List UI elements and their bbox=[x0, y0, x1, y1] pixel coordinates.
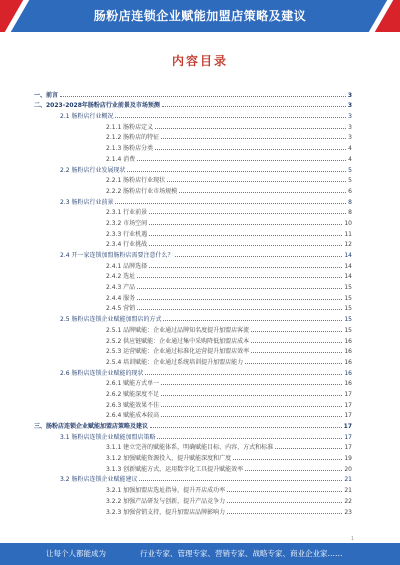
toc-entry-page: 16 bbox=[344, 337, 352, 345]
toc-entry[interactable] bbox=[34, 398, 352, 409]
toc-entry-page: 14 bbox=[344, 273, 352, 281]
toc-entry-text: 2.6.1 赋能方式单一 bbox=[106, 380, 160, 388]
toc-leader-dots bbox=[175, 256, 342, 257]
toc-entry-text: 2.1.3 肠粉店分类 bbox=[106, 145, 154, 153]
toc-entry[interactable] bbox=[34, 409, 352, 420]
toc-entry-page: 11 bbox=[344, 230, 352, 238]
toc-leader-dots bbox=[251, 352, 342, 353]
toc-entry-text: 2.5.4 培训赋能：企业通过系统培训提升加盟店能力 bbox=[106, 358, 244, 366]
toc-entry-page: 22 bbox=[344, 497, 352, 505]
toc-leader-dots bbox=[161, 395, 342, 396]
header-title: 肠粉店连锁企业赋能加盟店策略及建议 bbox=[93, 9, 307, 23]
toc-entry-text: 2.2.1 肠粉店行业现状 bbox=[106, 177, 166, 185]
toc-entry-page: 17 bbox=[344, 401, 352, 409]
toc-entry[interactable] bbox=[34, 483, 352, 494]
toc-leader-dots bbox=[137, 288, 342, 289]
toc-entry[interactable] bbox=[34, 184, 352, 195]
toc-entry-text: 3.2.2 加强产品研发与创新，提升产品竞争力 bbox=[106, 497, 226, 505]
page-footer bbox=[0, 543, 400, 565]
toc-entry-text: 2.6 肠粉店连锁企业赋能的现状 bbox=[60, 369, 144, 377]
toc-leader-dots bbox=[155, 149, 346, 150]
toc-entry-page: 3 bbox=[347, 102, 352, 110]
toc-entry-page: 3 bbox=[348, 123, 352, 131]
footer-slogan: 让每个人都能成为 bbox=[46, 549, 106, 558]
page-title: 内容目录 bbox=[171, 54, 228, 68]
toc-entry-page: 16 bbox=[344, 380, 352, 388]
toc-entry[interactable] bbox=[34, 334, 352, 345]
toc-entry-page: 5 bbox=[348, 166, 352, 174]
toc-entry-text: 2.3.4 行业挑战 bbox=[106, 241, 148, 249]
toc-entry-page: 15 bbox=[344, 326, 352, 334]
toc-entry-text: 2.3.2 市场空间 bbox=[106, 219, 148, 227]
toc-entry-text: 2.4.5 营销 bbox=[106, 305, 136, 313]
toc-entry-text: 2.3 肠粉店行业前景 bbox=[60, 198, 114, 206]
toc-entry-page: 17 bbox=[343, 423, 352, 430]
toc-entry-page: 16 bbox=[344, 358, 352, 366]
toc-entry[interactable] bbox=[34, 462, 352, 473]
toc-entry-text: 2.1.1 肠粉店定义 bbox=[106, 123, 154, 131]
toc-entry-page: 23 bbox=[344, 508, 352, 516]
toc-entry[interactable] bbox=[34, 419, 352, 430]
toc-entry-page: 15 bbox=[344, 294, 352, 302]
toc-entry[interactable] bbox=[34, 270, 352, 281]
toc-entry[interactable] bbox=[34, 88, 352, 99]
toc-entry-text: 2.4 开一家连锁加盟肠粉店需要注意什么？ bbox=[60, 252, 174, 259]
toc-entry-text: 3.2.1 加强加盟店选址指导，提升开店成功率 bbox=[106, 487, 226, 495]
toc-entry-page: 17 bbox=[344, 412, 352, 420]
toc-entry[interactable] bbox=[34, 291, 352, 302]
toc-leader-dots bbox=[157, 438, 342, 439]
toc-entry-page: 16 bbox=[344, 369, 352, 377]
toc-entry-page: 14 bbox=[344, 262, 352, 270]
page-header bbox=[0, 0, 400, 32]
toc-entry-text: 3.1.2 加强赋能资源投入，提升赋能深度和广度 bbox=[106, 455, 232, 463]
toc-leader-dots bbox=[227, 502, 342, 503]
toc-entry-page: 12 bbox=[344, 241, 352, 249]
toc-entry-text: 二、2023-2028年肠粉店行业前景及市场预测 bbox=[34, 102, 160, 110]
toc-entry-text: 2.1 肠粉店行业概况 bbox=[60, 113, 114, 121]
toc-entry-text: 3.1 肠粉店连锁企业赋能加盟店策略 bbox=[60, 433, 156, 441]
toc-leader-dots bbox=[137, 309, 342, 310]
toc-leader-dots bbox=[149, 224, 342, 225]
toc-entry-text: 2.6.3 赋能效果不佳 bbox=[106, 401, 160, 409]
toc-leader-dots bbox=[233, 459, 342, 460]
toc-entry-text: 2.6.2 赋能深度不足 bbox=[106, 390, 160, 398]
toc-entry[interactable] bbox=[34, 430, 352, 441]
toc-entry-text: 3.1.1 建立完善的赋能体系，明确赋能目标、内容、方式和标准 bbox=[106, 444, 274, 452]
toc-entry-page: 17 bbox=[344, 390, 352, 398]
toc-entry-text: 2.5.3 运营赋能：企业通过标准化运营提升加盟店效率 bbox=[106, 348, 250, 356]
toc-entry[interactable] bbox=[34, 206, 352, 217]
toc-leader-dots bbox=[179, 192, 346, 193]
table-of-contents bbox=[34, 88, 352, 516]
toc-leader-dots bbox=[149, 213, 346, 214]
toc-leader-dots bbox=[60, 96, 346, 97]
toc-entry-text: 2.1.4 消费 bbox=[106, 155, 136, 163]
toc-leader-dots bbox=[115, 117, 346, 118]
toc-entry-text: 2.4.3 产品 bbox=[106, 284, 136, 292]
toc-entry[interactable] bbox=[34, 302, 352, 313]
toc-entry[interactable] bbox=[34, 451, 352, 462]
toc-entry-text: 2.3.1 行业前景 bbox=[106, 209, 148, 217]
toc-leader-dots bbox=[161, 138, 346, 139]
toc-leader-dots bbox=[227, 491, 342, 492]
toc-leader-dots bbox=[149, 245, 342, 246]
toc-leader-dots bbox=[139, 480, 342, 481]
toc-leader-dots bbox=[115, 203, 346, 204]
toc-entry[interactable] bbox=[34, 441, 352, 452]
toc-entry-page: 19 bbox=[344, 455, 352, 463]
toc-entry-text: 3.2.3 加强营销支持，提升加盟店品牌影响力 bbox=[106, 508, 226, 516]
toc-entry-page: 3 bbox=[347, 91, 352, 99]
toc-entry[interactable] bbox=[34, 131, 352, 142]
toc-entry-text: 2.4.2 选址 bbox=[106, 273, 136, 281]
toc-entry-page: 17 bbox=[344, 433, 352, 441]
toc-leader-dots bbox=[251, 342, 342, 343]
toc-entry-page: 17 bbox=[344, 444, 352, 452]
toc-entry-page: 15 bbox=[344, 284, 352, 292]
toc-leader-dots bbox=[149, 235, 342, 236]
toc-entry[interactable] bbox=[34, 216, 352, 227]
toc-entry[interactable] bbox=[34, 238, 352, 249]
toc-entry-text: 三、肠粉店连锁企业赋能加盟店策略及建议 bbox=[34, 423, 149, 430]
footer-roles: 行业专家、管理专家、营销专家、战略专家、商业企业家…… bbox=[140, 549, 343, 558]
toc-entry[interactable] bbox=[34, 152, 352, 163]
toc-leader-dots bbox=[161, 416, 342, 417]
toc-entry[interactable] bbox=[34, 280, 352, 291]
toc-entry-text: 2.4.4 服务 bbox=[106, 294, 136, 302]
toc-entry[interactable] bbox=[34, 312, 352, 323]
toc-entry-page: 20 bbox=[344, 465, 352, 473]
toc-entry-page: 4 bbox=[348, 155, 352, 163]
toc-entry[interactable] bbox=[34, 259, 352, 270]
toc-entry[interactable] bbox=[34, 163, 352, 174]
toc-entry[interactable] bbox=[34, 366, 352, 377]
toc-leader-dots bbox=[150, 427, 342, 428]
toc-entry-page: 10 bbox=[344, 219, 352, 227]
toc-entry-text: 一、前言 bbox=[34, 91, 59, 99]
toc-entry-text: 2.1.2 肠粉店的特征 bbox=[106, 134, 160, 142]
toc-entry[interactable] bbox=[34, 494, 352, 505]
toc-leader-dots bbox=[163, 320, 342, 321]
toc-leader-dots bbox=[137, 277, 342, 278]
toc-leader-dots bbox=[162, 106, 346, 107]
toc-entry-page: 21 bbox=[344, 476, 352, 484]
toc-leader-dots bbox=[127, 171, 346, 172]
toc-entry-text: 2.6.4 赋能成本较高 bbox=[106, 412, 160, 420]
toc-entry-page: 15 bbox=[344, 316, 352, 324]
toc-entry-page: 5 bbox=[348, 177, 352, 185]
toc-entry-page: 21 bbox=[344, 487, 352, 495]
toc-entry[interactable] bbox=[34, 345, 352, 356]
toc-entry[interactable] bbox=[34, 174, 352, 185]
toc-entry[interactable] bbox=[34, 99, 352, 110]
toc-entry[interactable] bbox=[34, 323, 352, 334]
toc-leader-dots bbox=[167, 181, 346, 182]
toc-leader-dots bbox=[137, 160, 346, 161]
toc-entry-page: 4 bbox=[348, 145, 352, 153]
toc-entry-text: 2.5.1 品牌赋能：企业通过品牌知名度提升加盟店客流 bbox=[106, 326, 250, 334]
toc-leader-dots bbox=[251, 331, 342, 332]
toc-entry-text: 2.5 肠粉店连锁企业赋能加盟店的方式 bbox=[60, 316, 162, 324]
toc-entry-page: 8 bbox=[348, 209, 352, 217]
toc-entry-page: 16 bbox=[344, 348, 352, 356]
toc-leader-dots bbox=[227, 513, 342, 514]
toc-entry-page: 3 bbox=[348, 134, 352, 142]
toc-leader-dots bbox=[149, 267, 342, 268]
toc-entry[interactable] bbox=[34, 195, 352, 206]
toc-entry[interactable] bbox=[34, 355, 352, 366]
toc-entry-text: 3.2 肠粉店连锁企业赋能建议 bbox=[60, 476, 138, 484]
toc-entry-text: 2.5.2 供应链赋能：企业通过集中采购降低加盟店成本 bbox=[106, 337, 250, 345]
toc-entry-text: 2.3.3 行业机遇 bbox=[106, 230, 148, 238]
toc-entry[interactable] bbox=[34, 473, 352, 484]
toc-entry-page: 3 bbox=[348, 113, 352, 121]
toc-entry-text: 3.1.3 创新赋能方式，运用数字化工具提升赋能效率 bbox=[106, 465, 244, 473]
toc-leader-dots bbox=[245, 470, 342, 471]
toc-leader-dots bbox=[161, 384, 342, 385]
toc-entry-page: 14 bbox=[344, 252, 352, 259]
toc-leader-dots bbox=[161, 406, 342, 407]
toc-leader-dots bbox=[275, 448, 342, 449]
toc-entry[interactable] bbox=[34, 248, 352, 259]
toc-leader-dots bbox=[137, 299, 342, 300]
toc-entry[interactable] bbox=[34, 387, 352, 398]
toc-leader-dots bbox=[155, 128, 346, 129]
toc-entry[interactable] bbox=[34, 377, 352, 388]
toc-entry-text: 2.4.1 品牌选择 bbox=[106, 262, 148, 270]
toc-entry-text: 2.2 肠粉店行业发展现状 bbox=[60, 166, 126, 174]
toc-entry[interactable] bbox=[34, 141, 352, 152]
toc-entry[interactable] bbox=[34, 109, 352, 120]
page-number: 1 bbox=[350, 536, 354, 542]
toc-leader-dots bbox=[145, 374, 342, 375]
toc-entry-text: 2.2.2 肠粉店行业市场规模 bbox=[106, 187, 178, 195]
toc-entry-page: 15 bbox=[344, 305, 352, 313]
toc-entry[interactable] bbox=[34, 505, 352, 516]
toc-entry[interactable] bbox=[34, 227, 352, 238]
toc-entry-page: 6 bbox=[348, 187, 352, 195]
toc-entry-page: 8 bbox=[348, 198, 352, 206]
toc-leader-dots bbox=[245, 363, 342, 364]
toc-entry[interactable] bbox=[34, 120, 352, 131]
